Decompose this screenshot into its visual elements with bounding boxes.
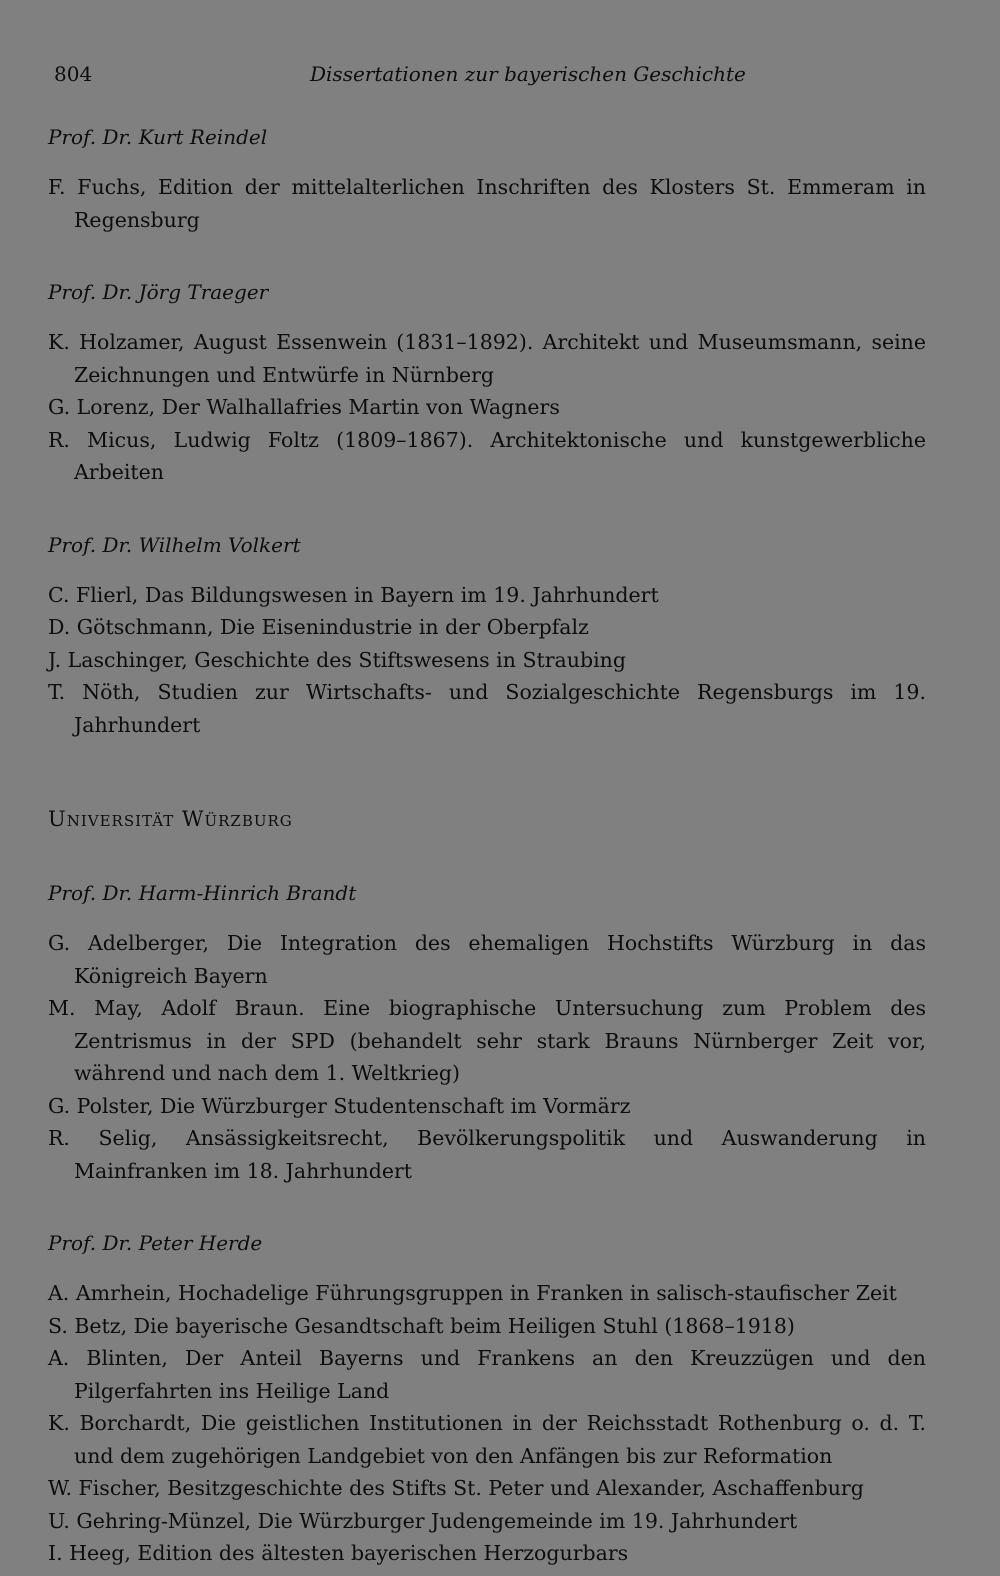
running-header bbox=[0, 62, 1000, 94]
dissertation-entry: C. Flierl, Das Bildungswesen in Bayern im 19. Jahrhundert bbox=[48, 582, 659, 607]
professor-heading: Prof. Dr. Jörg Traeger bbox=[48, 280, 269, 304]
professor-section bbox=[48, 533, 926, 742]
dissertation-entry: K. Borchardt, Die geistlichen Institutionen in der Reichsstadt Rothenburg o. d. T. und dem zugehörigen Landgebiet von den Anfängen bis zur Reformation bbox=[48, 1411, 926, 1468]
dissertation-entry: U. Gehring-Münzel, Die Würzburger Judengemeinde im 19. Jahrhundert bbox=[48, 1508, 798, 1533]
dissertation-entry: J. Laschinger, Geschichte des Stiftswesens in Straubing bbox=[48, 647, 626, 672]
dissertation-list bbox=[48, 1277, 926, 1570]
page-number: 804 bbox=[54, 62, 93, 86]
dissertation-entry: G. Lorenz, Der Walhallafries Martin von Wagners bbox=[48, 395, 560, 419]
university-heading: Universität Würzburg bbox=[48, 807, 293, 831]
professor-section bbox=[48, 125, 926, 236]
dissertation-entry: A. Amrhein, Hochadelige Führungsgruppen in Franken in salisch-staufischer Zeit bbox=[48, 1281, 897, 1305]
dissertation-entry: F. Fuchs, Edition der mittelalterlichen Inschriften des Klosters St. Emmeram in Regensburg bbox=[48, 175, 926, 232]
document-body bbox=[48, 125, 926, 1570]
professor-section bbox=[48, 881, 926, 1187]
professor-heading: Prof. Dr. Wilhelm Volkert bbox=[48, 532, 301, 557]
professor-heading: Prof. Dr. Harm-Hinrich Brandt bbox=[48, 881, 357, 905]
dissertation-list bbox=[48, 579, 926, 742]
running-title: Dissertationen zur bayerischen Geschichte bbox=[310, 62, 746, 86]
professor-heading: Prof. Dr. Kurt Reindel bbox=[48, 125, 268, 149]
dissertation-entry: K. Holzamer, August Essenwein (1831–1892). Architekt und Museumsmann, seine Zeichnungen und Entwürfe in Nürnberg bbox=[48, 330, 926, 387]
dissertation-entry: D. Götschmann, Die Eisenindustrie in der Oberpfalz bbox=[48, 615, 589, 639]
dissertation-entry: R. Selig, Ansässigkeitsrecht, Bevölkerungspolitik und Auswanderung in Mainfranken im 18. Jahrhundert bbox=[48, 1126, 926, 1183]
dissertation-entry: T. Nöth, Studien zur Wirtschafts- und Sozialgeschichte Regensburgs im 19. Jahrhundert bbox=[48, 680, 926, 737]
dissertation-entry: A. Blinten, Der Anteil Bayerns und Frankens an den Kreuzzügen und den Pilgerfahrten ins Heilige Land bbox=[48, 1346, 926, 1403]
dissertation-list bbox=[48, 927, 926, 1187]
professor-section bbox=[48, 1231, 926, 1570]
professor-section bbox=[48, 280, 926, 489]
dissertation-entry: M. May, Adolf Braun. Eine biographische Untersuchung zum Problem des Zentrismus in der SPD (behandelt sehr stark Brauns Nürnberger Zeit vor, während und nach dem 1. Weltkrieg) bbox=[48, 996, 926, 1085]
dissertation-entry: W. Fischer, Besitzgeschichte des Stifts St. Peter und Alexander, Aschaffenburg bbox=[48, 1476, 864, 1500]
dissertation-list bbox=[48, 171, 926, 236]
professor-heading: Prof. Dr. Peter Herde bbox=[48, 1231, 263, 1255]
dissertation-entry: G. Polster, Die Würzburger Studentenschaft im Vormärz bbox=[48, 1093, 631, 1118]
dissertation-list bbox=[48, 326, 926, 489]
dissertation-entry: S. Betz, Die bayerische Gesandtschaft beim Heiligen Stuhl (1868–1918) bbox=[48, 1313, 795, 1338]
dissertation-entry: R. Micus, Ludwig Foltz (1809–1867). Architektonische und kunstgewerbliche Arbeiten bbox=[48, 427, 926, 484]
dissertation-entry: I. Heeg, Edition des ältesten bayerischen Herzogurbars bbox=[48, 1541, 629, 1565]
dissertation-entry: G. Adelberger, Die Integration des ehemaligen Hochstifts Würzburg in das Königreich Bayern bbox=[48, 931, 926, 988]
